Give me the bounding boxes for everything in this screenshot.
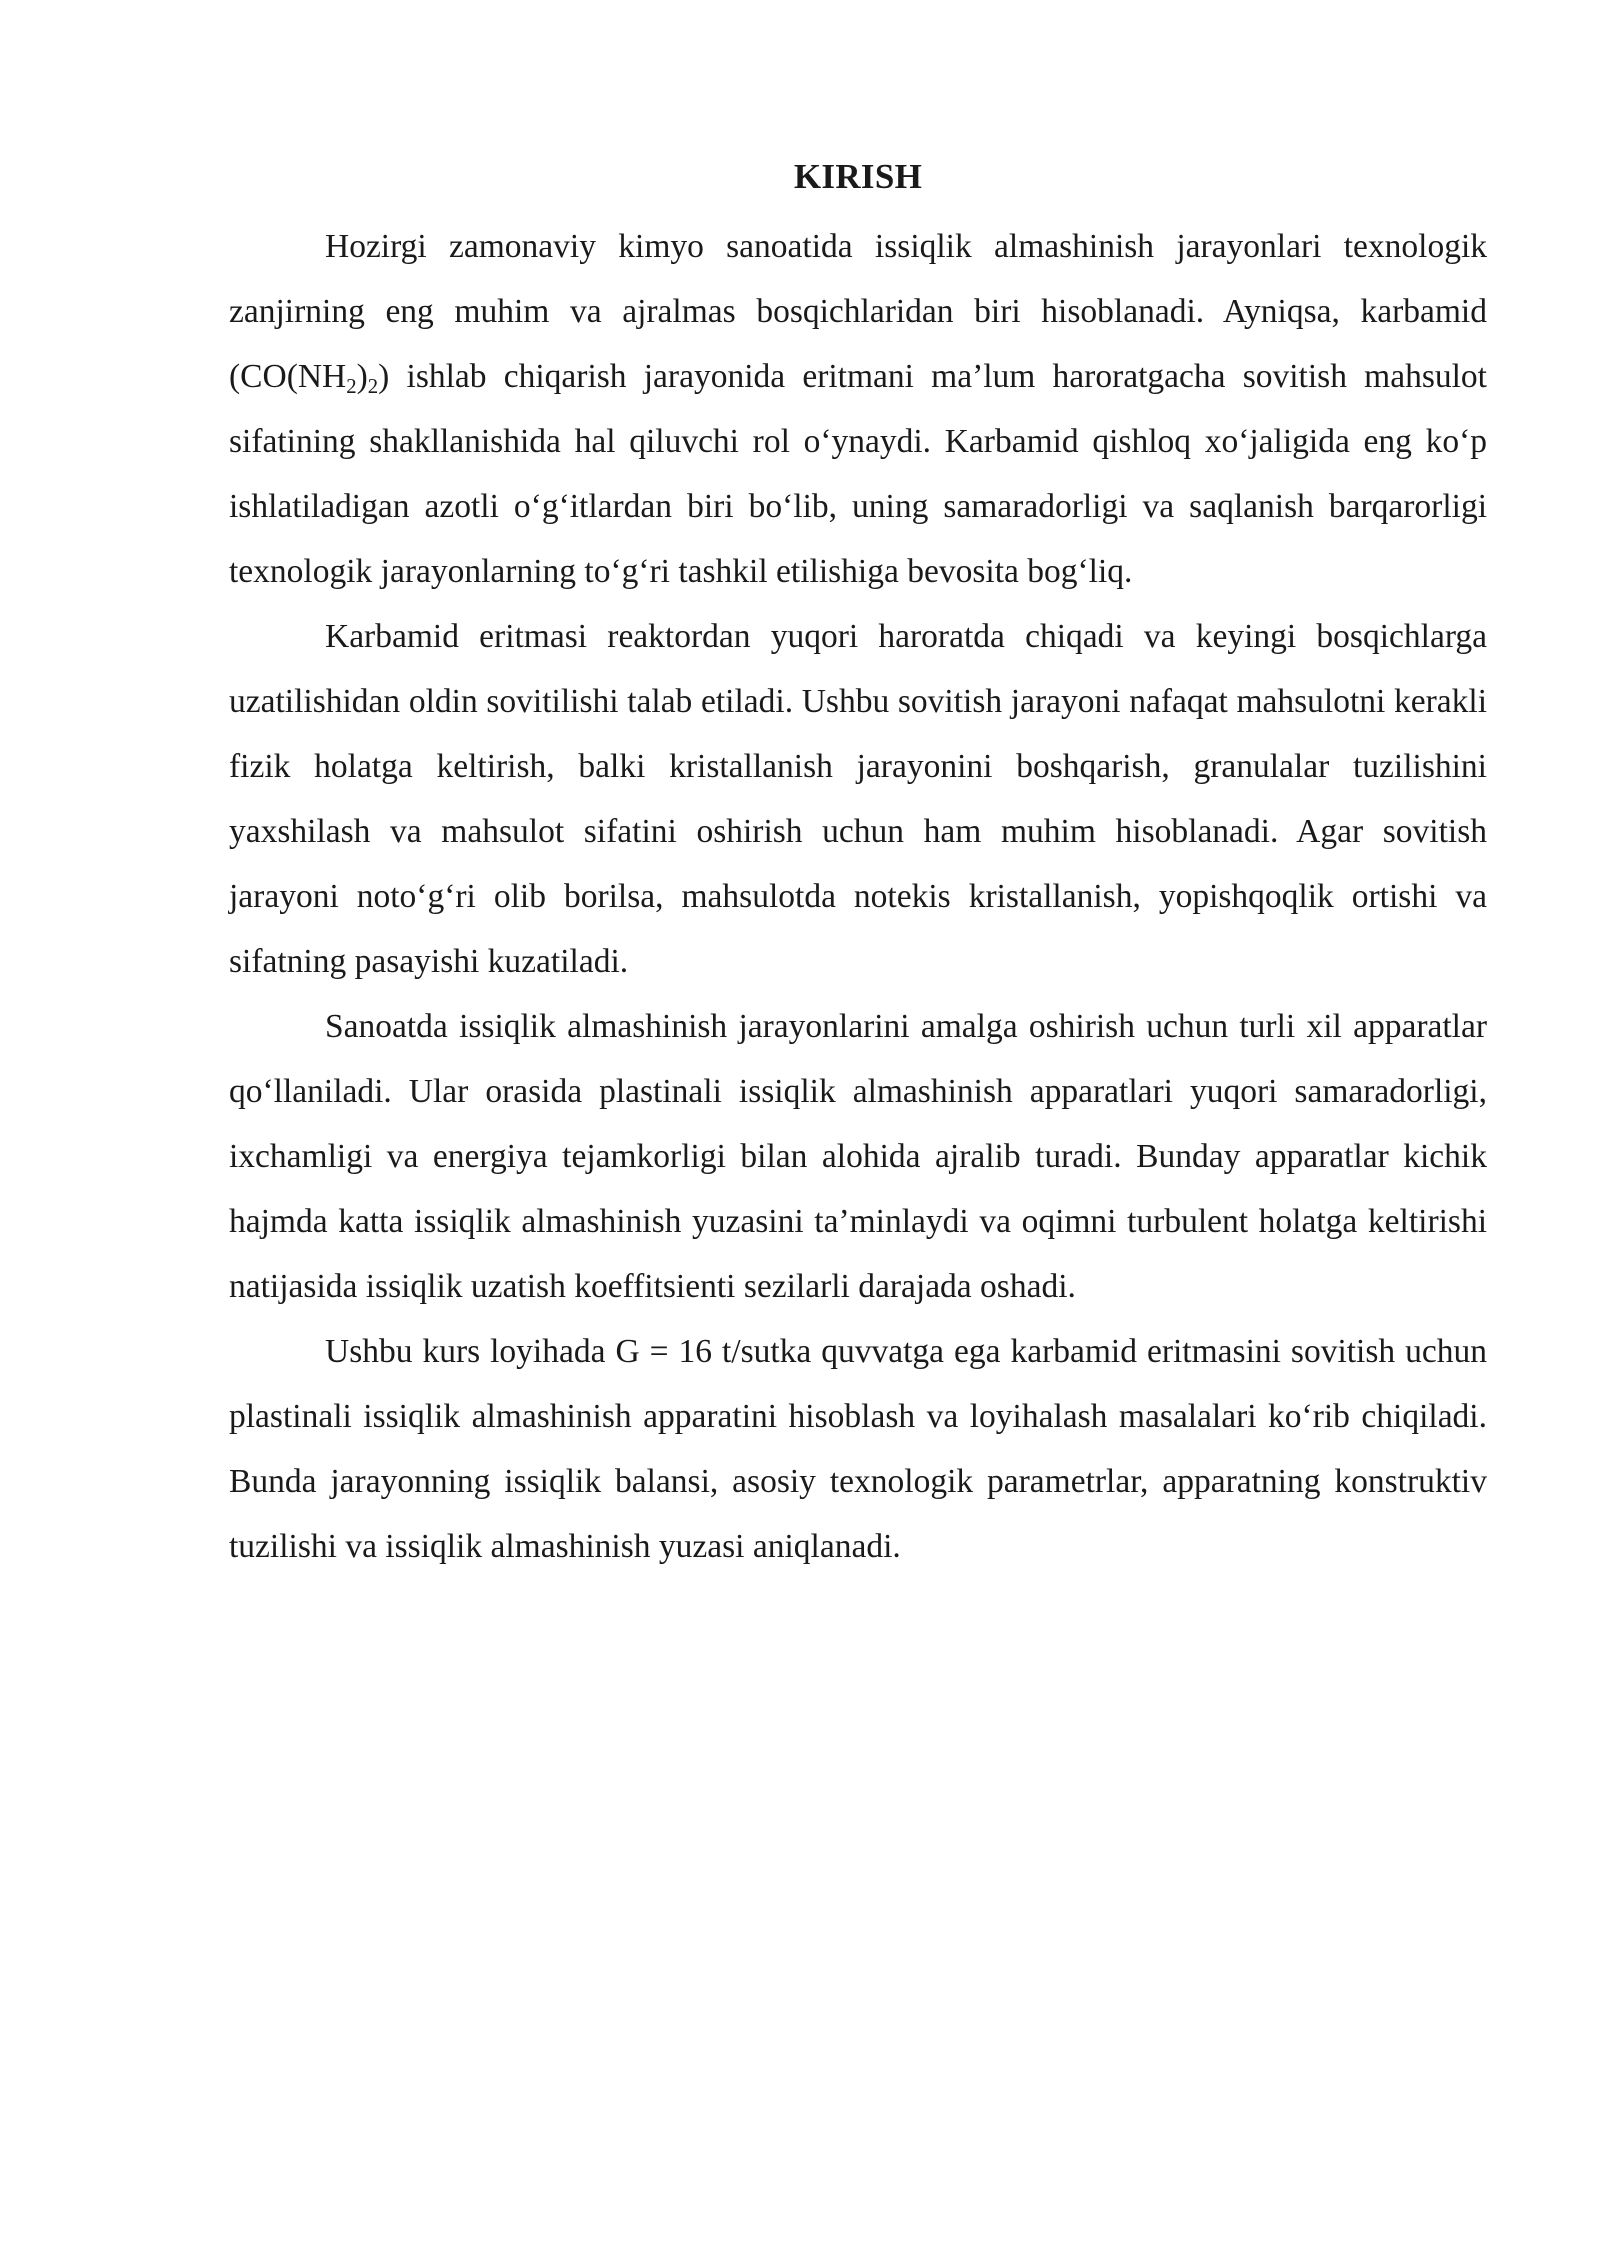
document-page: [229, 150, 1487, 1579]
formula-subscript-2: 2: [367, 374, 379, 398]
paragraph-1-text: Hozirgi zamonaviy kimyo sanoatida issiqlik almashinish jarayonlari texnologik zanjirning eng muhim va ajralmas bosqichlaridan biri hisoblanadi. Ayniqsa, karbamid: [229, 228, 1487, 330]
formula-part-c: ): [378, 358, 390, 395]
paragraph-1-text-after: ishlab chiqarish jarayonida eritmani ma’lum haroratgacha sovitish mahsulot sifatining shakllanishida hal qiluvchi rol o‘ynaydi. Karbamid qishloq xo‘jaligida eng ko‘p ishlatiladigan azotli o‘g‘itlardan biri bo‘lib, uning samaradorligi va saqlanish barqarorligi texnologik jarayonlarning to‘g‘ri tashkil etilishiga bevosita bog‘liq.: [229, 358, 1487, 590]
formula-part-b: ): [356, 358, 368, 395]
formula-subscript-1: 2: [346, 374, 357, 398]
paragraph-3: Sanoatda issiqlik almashinish jarayonlarini amalga oshirish uchun turli xil apparatlar qo‘llaniladi. Ular orasida plastinali issiqlik almashinish apparatlari yuqori samaradorligi, ixchamligi va energiya tejamkorligi bilan alohida ajralib turadi. Bunday apparatlar kichik hajmda katta issiqlik almashinish yuzasini ta’minlaydi va oqimni turbulent holatga keltirishi natijasida issiqlik uzatish koeffitsienti sezilarli darajada oshadi.: [229, 1008, 1487, 1305]
page-title: KIRISH: [793, 157, 923, 196]
paragraph-4: Ushbu kurs loyihada G = 16 t/sutka quvvatga ega karbamid eritmasini sovitish uchun plastinali issiqlik almashinish apparatini hisoblash va loyihalash masalalari ko‘rib chiqiladi. Bunda jarayonning issiqlik balansi, asosiy texnologik parametrlar, apparatning konstruktiv tuzilishi va issiqlik almashinish yuzasi aniqlanadi.: [229, 1333, 1487, 1565]
paragraph-1: [229, 214, 1487, 604]
formula-part-a: (CO(NH: [229, 358, 347, 395]
chemical-formula: [229, 358, 390, 398]
paragraph-2: Karbamid eritmasi reaktordan yuqori haroratda chiqadi va keyingi bosqichlarga uzatilishidan oldin sovitilishi talab etiladi. Ushbu sovitish jarayoni nafaqat mahsulotni kerakli fizik holatga keltirish, balki kristallanish jarayonini boshqarish, granulalar tuzilishini yaxshilash va mahsulot sifatini oshirish uchun ham muhim hisoblanadi. Agar sovitish jarayoni noto‘g‘ri olib borilsa, mahsulotda notekis kristallanish, yopishqoqlik ortishi va sifatning pasayishi kuzatiladi.: [229, 618, 1487, 980]
